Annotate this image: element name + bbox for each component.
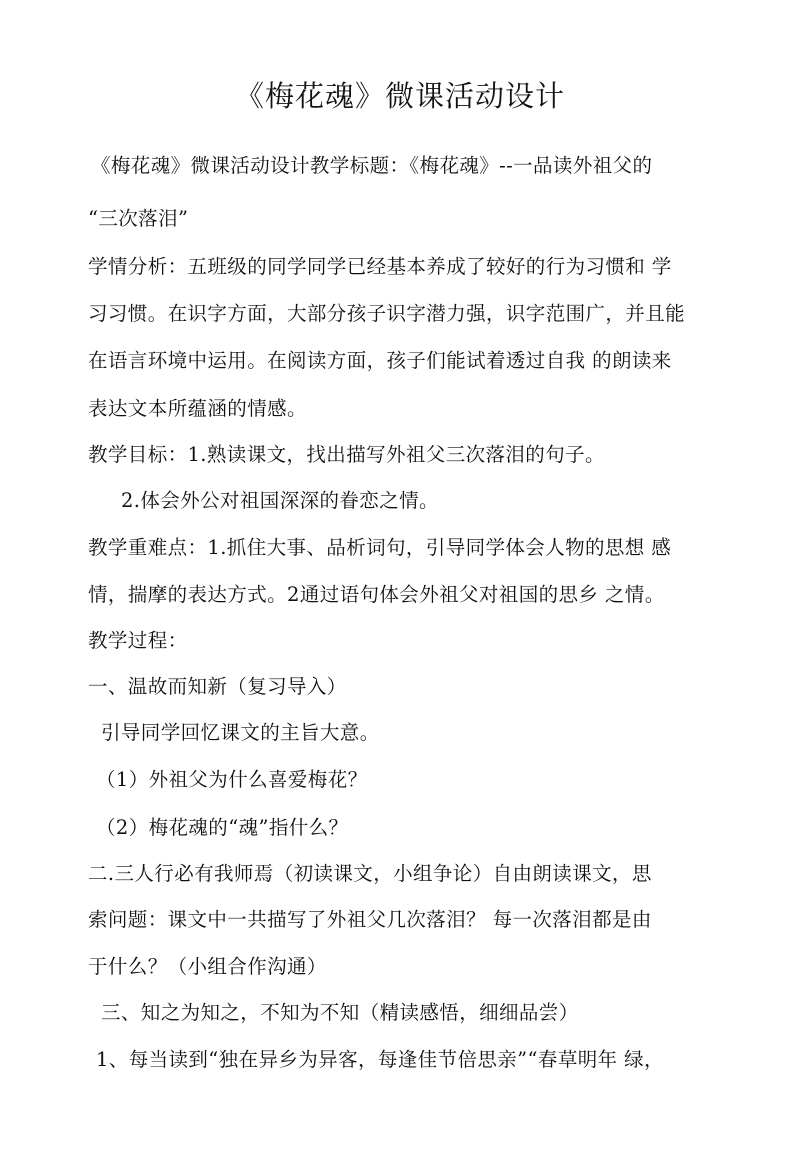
paragraph-line-analysis-4: 表达文本所蕴涵的情感。 xyxy=(88,397,307,420)
paragraph-line-first-reading-3: 于什么？（小组合作沟通） xyxy=(88,955,327,978)
paragraph-line-analysis-2: 习习惯。在识字方面，大部分孩子识字潜力强，识字范围广，并且能 xyxy=(88,302,686,325)
paragraph-line-goal-1: 教学目标：1.熟读课文，找出描写外祖父三次落泪的句子。 xyxy=(88,443,605,466)
section-heading-close-reading: 三、知之为知之，不知为不知（精读感悟，细细品尝） xyxy=(101,1001,579,1024)
paragraph-line-review-guide: 引导同学回忆课文的主旨大意。 xyxy=(101,721,380,744)
paragraph-line-analysis-3: 在语言环境中运用。在阅读方面，孩子们能试着透过自我 的朗读来 xyxy=(88,349,672,372)
paragraph-line-intro-2: “三次落泪” xyxy=(88,207,189,230)
paragraph-line-close-reading-1: 1、每当读到“独在异乡为异客，每逢佳节倍思亲”“春草明年 绿， xyxy=(96,1048,664,1071)
section-heading-process: 教学过程： xyxy=(88,629,188,652)
paragraph-line-goal-2: 2.体会外公对祖国深深的眷恋之情。 xyxy=(121,489,439,512)
paragraph-line-key-2: 情，揣摩的表达方式。2通过语句体会外祖父对祖国的思乡 之情。 xyxy=(88,583,665,606)
list-item-question-2: （2）梅花魂的“魂”指什么？ xyxy=(96,816,349,839)
document-title: 《梅花魂》微课活动设计 xyxy=(234,79,565,113)
paragraph-line-key-1: 教学重难点：1.抓住大事、品析词句，引导同学体会人物的思想 感 xyxy=(88,536,672,559)
paragraph-line-analysis-1: 学情分析：五班级的同学同学已经基本养成了较好的行为习惯和 学 xyxy=(88,255,672,278)
list-item-question-1: （1）外祖父为什么喜爱梅花？ xyxy=(96,768,368,791)
section-heading-first-reading: 二.三人行必有我师焉（初读课文，小组争论）自由朗读课文，思 xyxy=(88,862,652,885)
paragraph-line-first-reading-2: 索问题：课文中一共描写了外祖父几次落泪？ 每一次落泪都是由 xyxy=(88,908,652,931)
section-heading-review: 一、温故而知新（复习导入） xyxy=(88,675,347,698)
paragraph-line-intro-1: 《梅花魂》微课活动设计教学标题：《梅花魂》--一品读外祖父的 xyxy=(91,154,653,177)
